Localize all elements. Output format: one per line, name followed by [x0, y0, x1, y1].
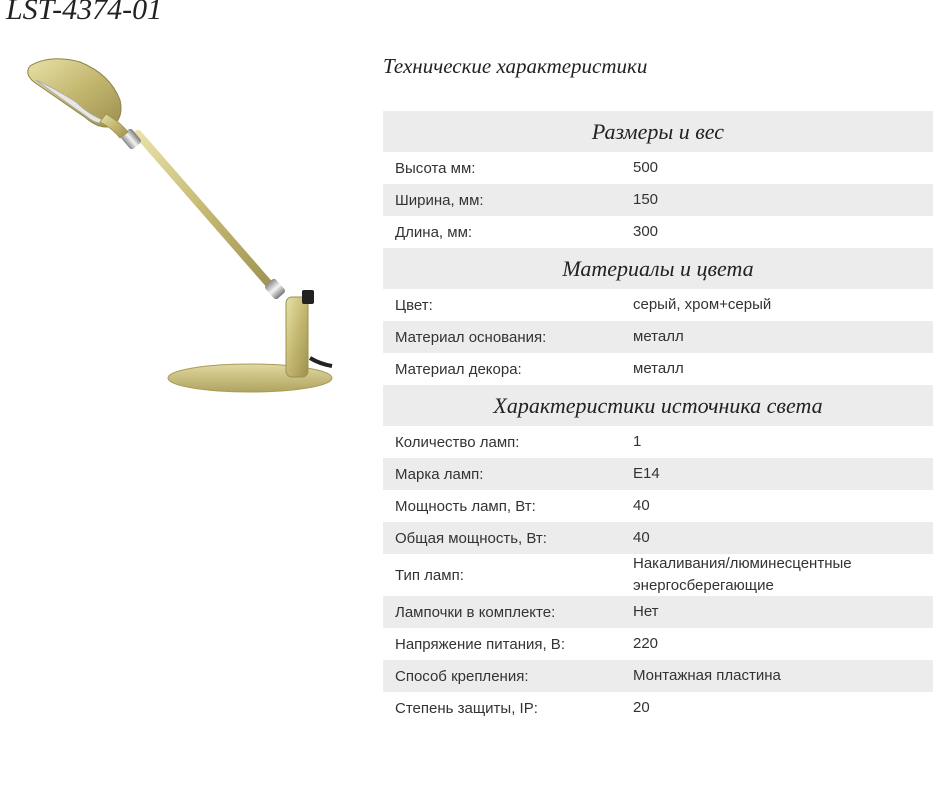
- lamp-cord: [310, 358, 332, 366]
- spec-row: [383, 152, 933, 184]
- lamp-post: [286, 297, 308, 377]
- spec-label: Степень защиты, IP:: [395, 699, 538, 717]
- product-image: [20, 52, 340, 402]
- spec-label: Высота мм:: [395, 159, 476, 177]
- spec-row: [383, 184, 933, 216]
- spec-label: Тип ламп:: [395, 566, 464, 584]
- spec-row: [383, 216, 933, 248]
- spec-row: [383, 458, 933, 490]
- spec-value: 150: [633, 191, 659, 208]
- spec-row: [383, 522, 933, 554]
- product-title: LST-4374-01: [6, 0, 163, 26]
- spec-label: Способ крепления:: [395, 667, 529, 685]
- spec-value: Монтажная пластина: [633, 667, 781, 684]
- spec-value: металл: [633, 328, 684, 345]
- spec-value: Накаливания/люминесцентные энергосберегающие: [633, 555, 852, 594]
- spec-value: Нет: [633, 603, 659, 620]
- spec-value: металл: [633, 360, 684, 377]
- spec-value: 500: [633, 159, 659, 176]
- spec-label: Напряжение питания, В:: [395, 635, 565, 653]
- spec-row: [383, 353, 933, 385]
- spec-row: [383, 321, 933, 353]
- spec-value: 20: [633, 699, 650, 716]
- spec-row: [383, 596, 933, 628]
- section-header-dimensions: Размеры и вес: [383, 111, 933, 152]
- spec-row: [383, 490, 933, 522]
- spec-label: Количество ламп:: [395, 433, 520, 451]
- section-header-materials: Материалы и цвета: [383, 248, 933, 289]
- spec-row: [383, 289, 933, 321]
- spec-value: 40: [633, 497, 650, 514]
- spec-label: Общая мощность, Вт:: [395, 529, 547, 547]
- spec-label: Длина, мм:: [395, 223, 473, 241]
- spec-value: E14: [633, 465, 660, 482]
- spec-value: серый, хром+серый: [633, 296, 772, 313]
- spec-value: 220: [633, 635, 659, 652]
- spec-row: [383, 692, 933, 724]
- spec-row: [383, 660, 933, 692]
- lamp-switch: [302, 290, 314, 304]
- spec-row: [383, 628, 933, 660]
- spec-label: Материал основания:: [395, 328, 547, 346]
- spec-value: 40: [633, 529, 650, 546]
- specs-table: [383, 111, 933, 724]
- spec-label: Материал декора:: [395, 360, 522, 378]
- spec-value: 1: [633, 433, 642, 450]
- spec-label: Лампочки в комплекте:: [395, 603, 556, 621]
- spec-label: Мощность ламп, Вт:: [395, 497, 536, 515]
- lamp-arm: [138, 134, 276, 292]
- spec-value: 300: [633, 223, 659, 240]
- spec-label: Цвет:: [395, 296, 433, 314]
- spec-label: Ширина, мм:: [395, 191, 484, 209]
- spec-row: [383, 426, 933, 458]
- section-header-light-source: Характеристики источника света: [383, 385, 933, 426]
- specs-heading: Технические характеристики: [383, 54, 648, 78]
- spec-row: [383, 554, 933, 596]
- spec-label: Марка ламп:: [395, 465, 484, 483]
